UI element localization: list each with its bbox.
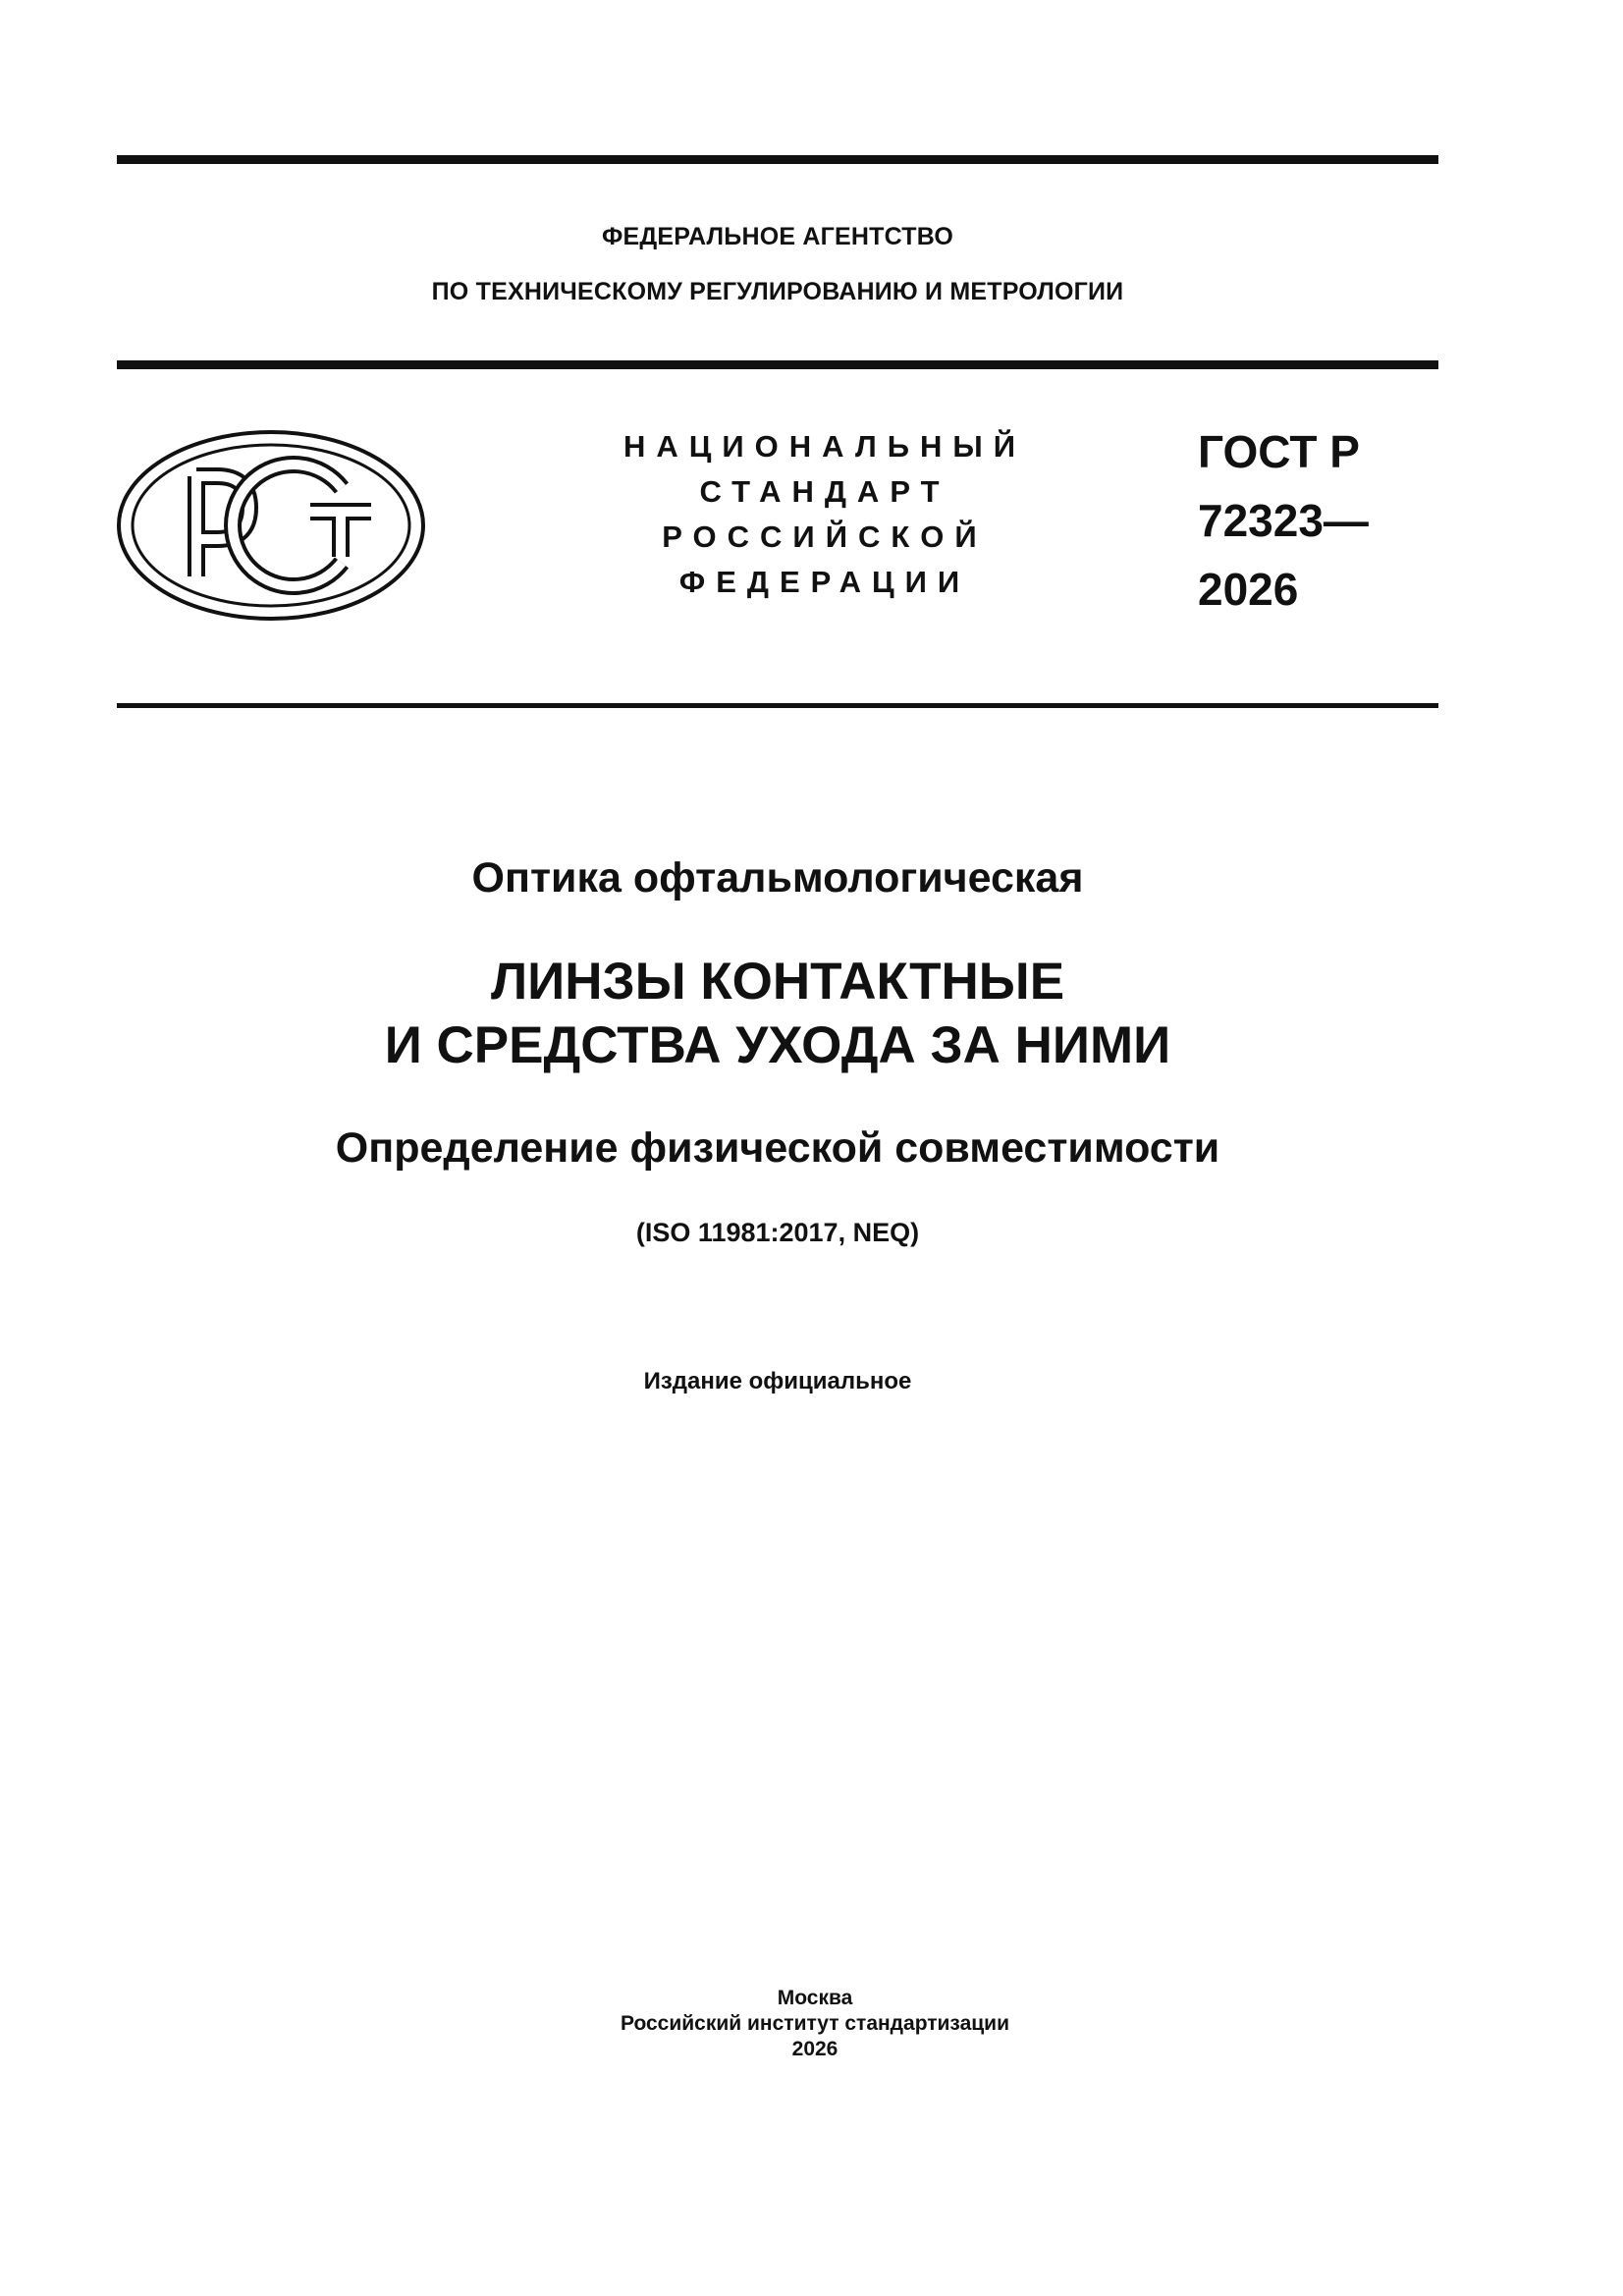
- title-block-rule: [117, 703, 1438, 708]
- designation-line-3: 2026: [1198, 564, 1299, 615]
- publisher-year: 2026: [791, 2038, 839, 2060]
- main-title: [117, 950, 1438, 1077]
- edition-note: Издание официальное: [643, 1368, 912, 1394]
- standard-type-line-4: ФЕДЕРАЦИИ: [678, 565, 971, 599]
- standard-type-line-1: НАЦИОНАЛЬНЫЙ: [622, 429, 1027, 464]
- standard-type-line-3: РОССИЙСКОЙ: [662, 519, 988, 554]
- top-rule: [117, 155, 1438, 164]
- header-rule: [117, 360, 1438, 369]
- standard-type: [569, 424, 1080, 605]
- publisher-name: Российский институт стандартизации: [620, 2012, 1010, 2035]
- main-title-line-1: ЛИНЗЫ КОНТАКТНЫЕ: [490, 953, 1065, 1011]
- agency-line-2: ПО ТЕХНИЧЕСКОМУ РЕГУЛИРОВАНИЮ И МЕТРОЛОГИИ: [431, 278, 1124, 305]
- rst-certification-mark-icon: [114, 427, 430, 624]
- main-title-line-2: И СРЕДСТВА УХОДА ЗА НИМИ: [384, 1016, 1171, 1074]
- subtitle: Определение физической совместимости: [335, 1124, 1220, 1172]
- iso-reference: (ISO 11981:2017, NEQ): [635, 1218, 920, 1247]
- agency-line-1: ФЕДЕРАЛЬНОЕ АГЕНТСТВО: [602, 223, 953, 250]
- designation-line-1: ГОСТ Р: [1198, 426, 1360, 477]
- standard-designation: [1198, 417, 1434, 624]
- series-title: Оптика офтальмологическая: [471, 854, 1084, 902]
- publisher-city: Москва: [777, 1987, 853, 2009]
- publisher-block: [511, 1986, 1119, 2062]
- standard-type-line-2: СТАНДАРТ: [699, 474, 950, 509]
- designation-line-2: 72323—: [1198, 495, 1369, 546]
